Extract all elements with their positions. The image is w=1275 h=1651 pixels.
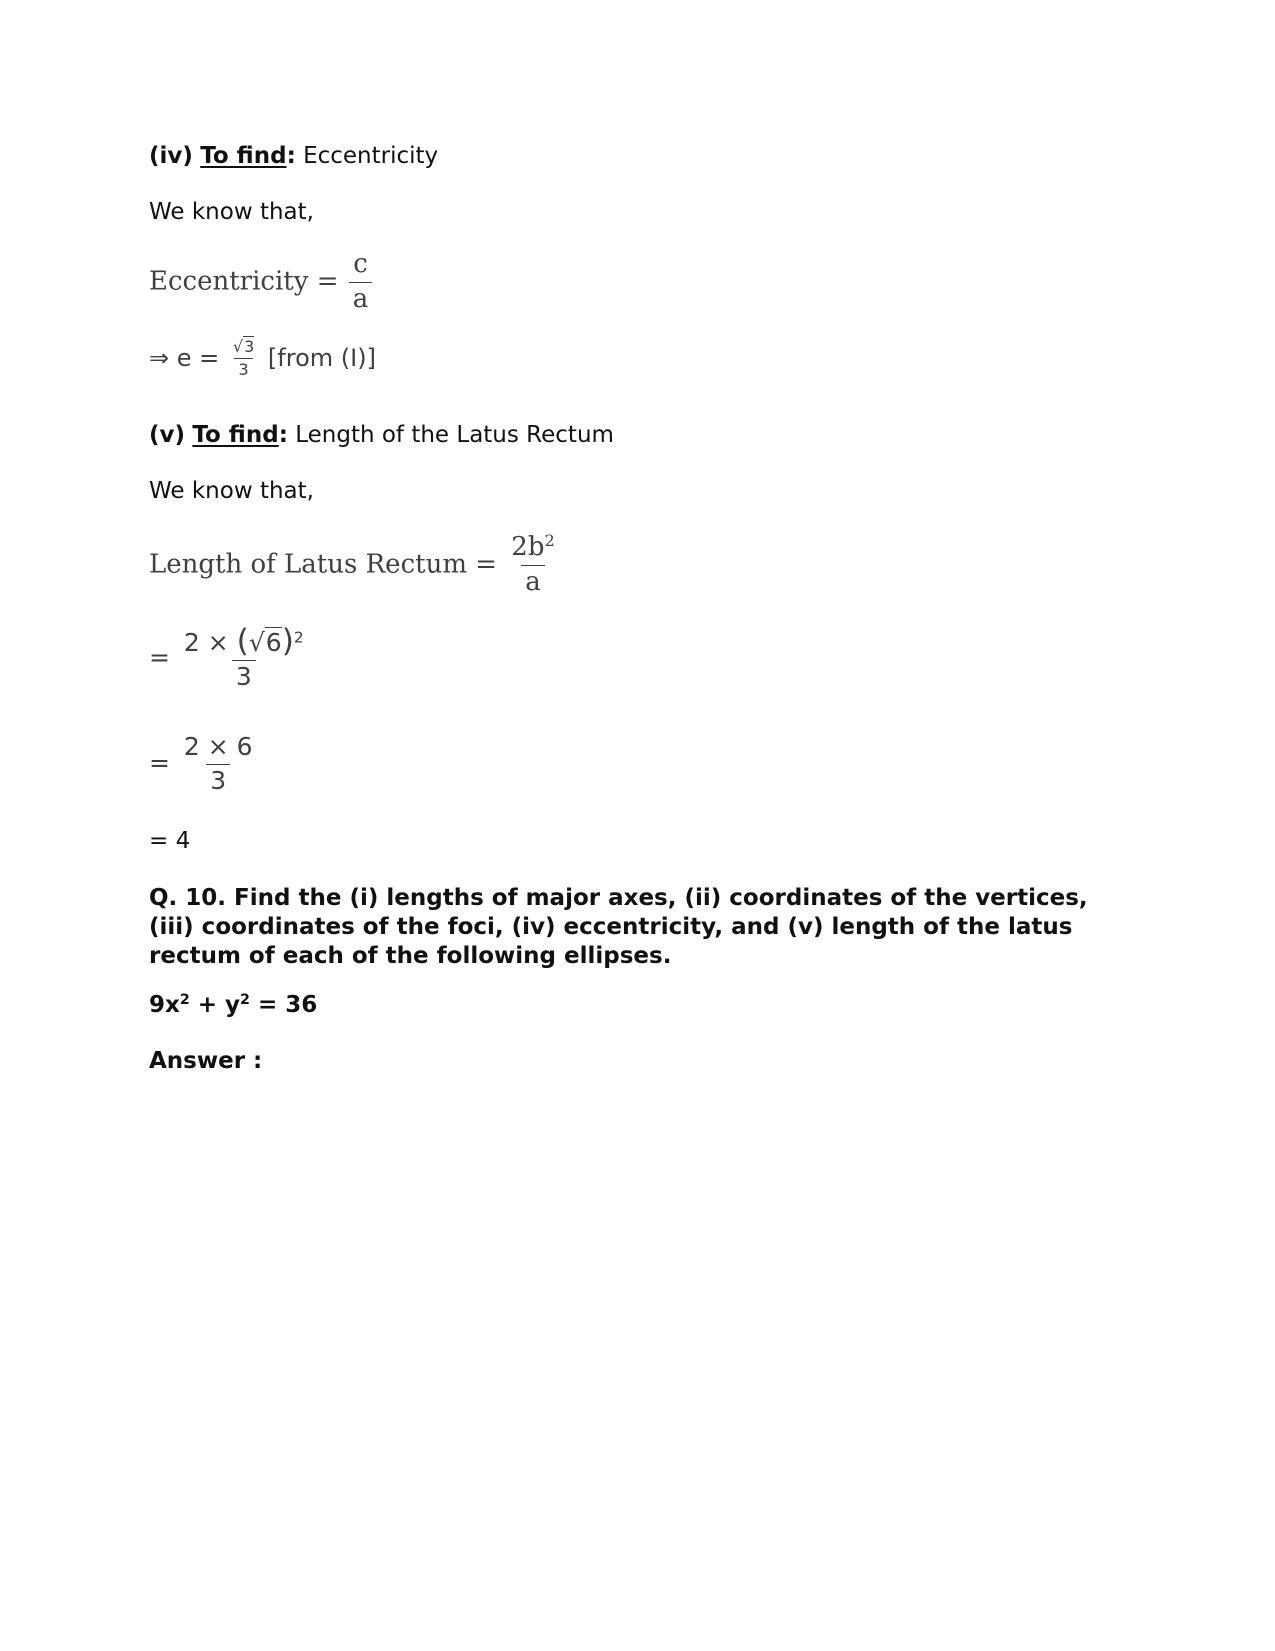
v-step1-num: $2 \times (√6)^2$ <box>183 623 304 659</box>
iv-to-find: To find <box>200 143 287 169</box>
v-result: = 4 <box>149 828 191 854</box>
iv-step-num: √3 <box>232 337 255 356</box>
v-step1-den: 3 <box>232 660 256 692</box>
v-step2-fraction <box>180 733 257 796</box>
v-colon: : <box>278 422 288 448</box>
eq-part-c: = 36 <box>249 992 318 1018</box>
v-step1-eq: = <box>149 642 170 672</box>
question-equation <box>149 993 317 1018</box>
v-step1 <box>149 623 310 692</box>
v-subject: Length of the Latus Rectum <box>287 422 614 448</box>
v-step2-den: 3 <box>206 764 230 796</box>
v-step2-num: 2 × 6 <box>183 732 253 761</box>
iv-formula <box>149 250 374 315</box>
iv-step-fraction <box>229 338 258 380</box>
v-formula-num <box>507 533 558 565</box>
v-formula-fraction <box>507 533 558 598</box>
iv-we-know: We know that, <box>149 199 314 225</box>
iv-subject: Eccentricity <box>295 143 439 169</box>
v-heading <box>149 423 614 448</box>
iv-step-prefix: ⇒ e = <box>149 343 220 372</box>
v-formula-lhs: Length of Latus Rectum = <box>149 549 498 580</box>
v-step2 <box>149 733 259 796</box>
v-step1-num-left: 2 × <box>183 628 237 657</box>
v-step2-eq: = <box>149 748 170 778</box>
v-label: (v) <box>149 422 186 448</box>
v-step1-root: 6 <box>265 628 282 657</box>
iv-formula-fraction <box>349 250 373 315</box>
iv-heading <box>149 144 438 169</box>
v-to-find: To find <box>192 422 279 448</box>
eq-exp-1: 2 <box>179 992 190 1009</box>
v-step1-exp: 2 <box>293 628 304 647</box>
eq-exp-2: 2 <box>240 992 250 1009</box>
v-formula <box>149 533 561 598</box>
answer-label: Answer : <box>149 1048 263 1074</box>
iv-step-root: 3 <box>244 337 255 356</box>
iv-formula-den: a <box>349 282 373 315</box>
iv-colon: : <box>286 143 296 169</box>
question-text: Q. 10. Find the (i) lengths of major axes, (ii) coordinates of the vertices, (iii) coordinates of the foci, (iv) eccentricity, and (v) length of the latus rectum of each of the following ellipses. <box>149 885 1088 969</box>
v-formula-den: a <box>521 565 545 598</box>
eq-part-a: 9x <box>149 992 180 1018</box>
v-we-know: We know that, <box>149 478 314 504</box>
iv-formula-lhs: Eccentricity = <box>149 266 339 297</box>
iv-step-note: [from (I)] <box>267 343 376 372</box>
iv-step-den: 3 <box>234 358 252 379</box>
iv-step <box>149 338 376 380</box>
iv-label: (iv) <box>149 143 193 169</box>
v-formula-num-base: 2b <box>511 532 545 562</box>
v-formula-num-exp: 2 <box>544 531 555 551</box>
v-step1-fraction <box>180 623 308 692</box>
iv-formula-num: c <box>353 249 368 279</box>
eq-part-b: + y <box>189 992 241 1018</box>
